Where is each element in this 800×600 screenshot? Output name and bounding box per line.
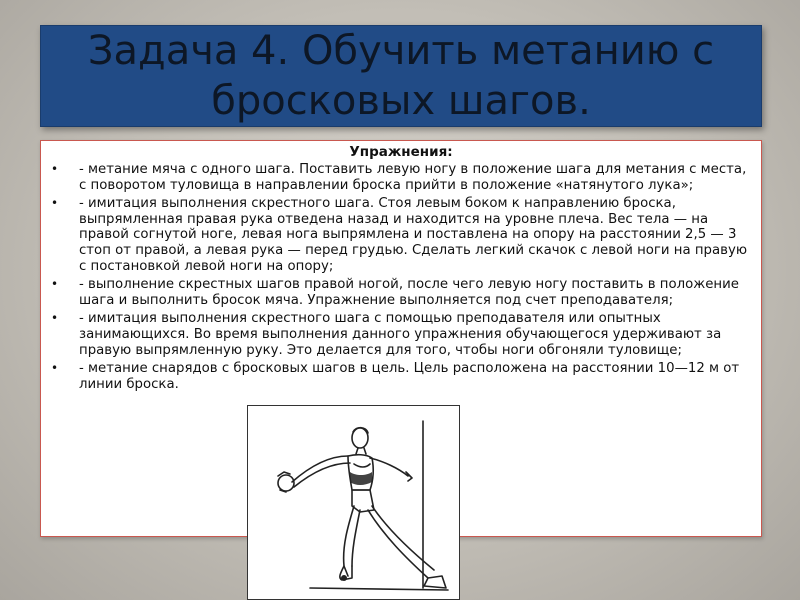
bullet-dot: • bbox=[51, 311, 59, 326]
athlete-drawing bbox=[248, 406, 459, 599]
exercise-item bbox=[51, 277, 749, 308]
singlet-neckline bbox=[354, 464, 370, 467]
ball bbox=[278, 475, 294, 491]
bullet-dot: • bbox=[51, 277, 59, 292]
front-leg bbox=[368, 506, 434, 578]
title-box bbox=[40, 25, 762, 127]
exercise-text: - имитация выполнения скрестного шага. Стоя левым боком к направлению броска, выпрямленная правая рука отведена назад и находится на уровне плеча. Вес тела — на правой согнутой ноге, левая нога выпрямлена и поставлена на опору на расстоянии 2,5 — 3 стоп от правой, а левая рука — перед грудью. Сделать легкий скачок с левой ноги на правую с постановкой левой ноги на опору; bbox=[79, 196, 748, 274]
exercises-heading: Упражнения: bbox=[349, 144, 453, 160]
front-foot bbox=[424, 576, 446, 588]
exercise-item bbox=[51, 196, 749, 274]
exercise-item bbox=[51, 361, 749, 392]
exercise-text: - выполнение скрестных шагов правой ногой, после чего левую ногу поставить в положение шага и выполнить бросок мяча. Упражнение выполняется под счет преподавателя; bbox=[79, 277, 739, 308]
exercise-text: - имитация выполнения скрестного шага с помощью преподавателя или опытных занимающихся. Во время выполнения данного упражнения обучающегося удерживают за правую выпрямленную руку. Это делается для того, чтобы ноги обгоняли туловище; bbox=[79, 311, 722, 358]
ground-line bbox=[310, 588, 448, 590]
front-arm bbox=[370, 458, 412, 481]
bullet-dot: • bbox=[51, 162, 59, 176]
throwing-arm bbox=[292, 456, 350, 487]
exercise-list bbox=[41, 162, 761, 392]
exercise-item bbox=[51, 311, 749, 358]
bullet-dot: • bbox=[51, 196, 59, 211]
slide-title: Задача 4. Обучить метанию с бросковых шагов. bbox=[87, 28, 715, 124]
neck bbox=[356, 448, 366, 454]
bullet-dot: • bbox=[51, 361, 59, 376]
exercise-item bbox=[51, 162, 749, 193]
shorts bbox=[352, 490, 374, 512]
athlete-throwing-illustration bbox=[247, 405, 460, 600]
exercise-text: - метание снарядов с бросковых шагов в цель. Цель расположена на расстоянии 10—12 м от линии броска. bbox=[79, 361, 740, 392]
exercise-text: - метание мяча с одного шага. Поставить левую ногу в положение шага для метания с места, с поворотом туловища в направлении броска прийти в положение «натянутого лука»; bbox=[79, 162, 747, 193]
